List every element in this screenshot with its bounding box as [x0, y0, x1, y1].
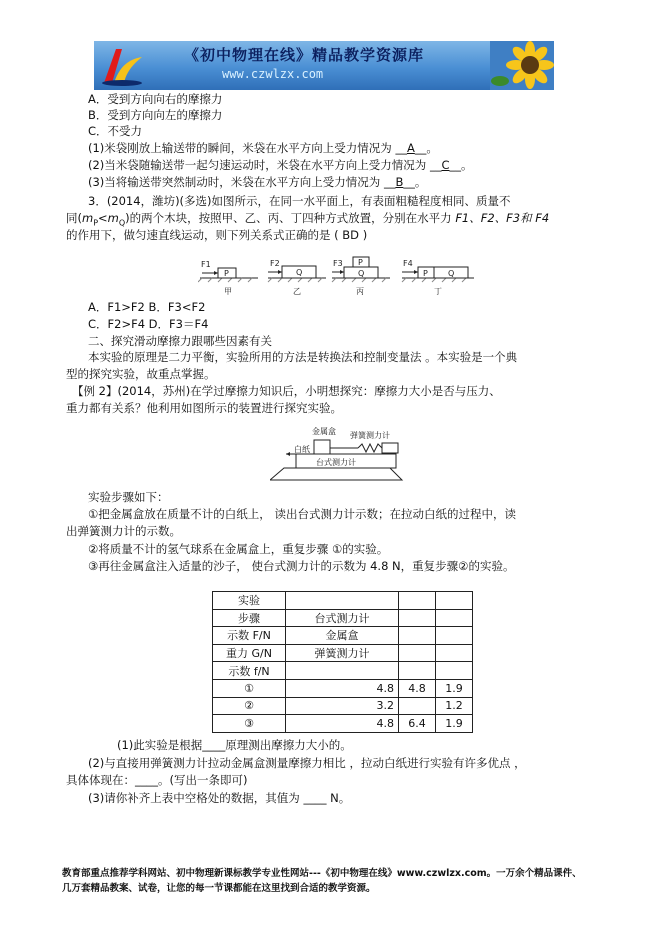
- force-label: F3: [333, 259, 343, 268]
- force-label: F2: [270, 259, 280, 268]
- question-1: (1)此实验是根据____原理测出摩擦力大小的。: [117, 738, 352, 752]
- table-row: ② 3.2 1.2: [213, 697, 473, 715]
- option-a: A．受到方向向右的摩擦力: [88, 92, 223, 106]
- block-label: Q: [296, 268, 303, 277]
- table-row: 实验: [213, 592, 473, 610]
- step-1-line2: 出弹簧测力计的示数。: [66, 524, 181, 538]
- block-label: P: [358, 258, 363, 267]
- q3-line3: 的作用下，做匀速直线运动，则下列关系式正确的是 ( BD ): [66, 228, 368, 242]
- site-logo-icon: [100, 45, 144, 87]
- question-3: (3)请你补齐上表中空格处的数据，其值为 ____ N。: [88, 791, 351, 805]
- option-c: C．不受力: [88, 124, 143, 138]
- results-table: [212, 591, 473, 733]
- force-label: F1: [201, 260, 211, 269]
- block-label: Q: [448, 269, 455, 278]
- subquestion-1: (1)米袋刚放上输送带的瞬间，米袋在水平方向上受力情况为 __A__。: [88, 141, 438, 155]
- fig-label-spring: 弹簧测力计: [350, 431, 390, 440]
- block-label: Q: [358, 269, 365, 278]
- step-1-line1: ①把金属盒放在质量不计的白纸上， 读出台式测力计示数；在拉动白纸的过程中，读: [88, 507, 516, 521]
- subquestion-2: (2)当米袋随输送带一起匀速运动时，米袋在水平方向上受力情况为 __C__。: [88, 158, 473, 172]
- section-heading: 二、探究滑动摩擦力跟哪些因素有关: [88, 334, 272, 348]
- block-label: P: [224, 269, 229, 278]
- question-2-line2: 具体体现在：____。(写出一条即可): [66, 773, 248, 787]
- fig-label-box: 金属盒: [312, 427, 336, 436]
- footer-line1: 教育部重点推荐学科网站、初中物理新课标教学专业性网站---《初中物理在线》www.czwlzx.com。一万余个精品课件、: [62, 868, 582, 879]
- steps-title: 实验步骤如下：: [88, 490, 169, 504]
- q3-options-ab: A．F1>F2 B．F3<F2: [88, 300, 206, 314]
- example-line1: 【例 2】(2014，苏州)在学过摩擦力知识后，小明想探究：摩擦力大小是否与压力、: [72, 384, 501, 398]
- banner-title: 《初中物理在线》精品教学资源库: [184, 46, 425, 64]
- principle-line2: 型的探究实验，故重点掌握。: [66, 367, 216, 381]
- table-row: ① 4.8 4.8 1.9: [213, 679, 473, 697]
- block-label: P: [423, 269, 428, 278]
- table-row: 示数 f/N: [213, 662, 473, 680]
- fig-label-paper: 白纸: [294, 445, 310, 454]
- step-3: ③再往金属盒注入适量的沙子， 使台式测力计的示数为 4.8 N，重复步骤②的实验。: [88, 559, 515, 573]
- arrangement-label: 丙: [356, 287, 364, 296]
- banner-url[interactable]: www.czwlzx.com: [222, 67, 324, 81]
- principle-line1: 本实验的原理是二力平衡，实验所用的方法是转换法和控制变量法 。本实验是一个典: [88, 350, 518, 364]
- arrangement-label: 乙: [293, 287, 301, 296]
- header-banner: [94, 41, 554, 90]
- arrangement-label: 丁: [434, 287, 442, 296]
- example-line2: 重力都有关系？他利用如图所示的装置进行探究实验。: [66, 401, 342, 415]
- subquestion-3: (3)当将输送带突然制动时，米袋在水平方向上受力情况为 __B__。: [88, 175, 427, 189]
- table-row: 示数 F/N 金属盒: [213, 627, 473, 645]
- footer-line2: 几万套精品教案、试卷，让您的每一节课都能在这里找到合适的教学资源。: [62, 883, 376, 894]
- sunflower-icon: [490, 41, 554, 90]
- fig-label-scale: 台式测力计: [316, 458, 356, 467]
- arrangement-label: 甲: [224, 287, 232, 296]
- step-2: ②将质量不计的氢气球系在金属盒上，重复步骤 ①的实验。: [88, 542, 389, 556]
- q3-line2: 同$(m_P<m_Q)$的两个木块，按照甲、乙、丙、丁四种方式放置，分别在水平力 F1、F2、F3和 F4: [66, 211, 550, 228]
- question-2-line1: (2)与直接用弹簧测力计拉动金属盒测量摩擦力相比 ，拉动白纸进行实验有许多优点 ，: [88, 756, 526, 770]
- force-label: F4: [403, 259, 413, 268]
- table-row: 步骤 台式测力计: [213, 609, 473, 627]
- q3-line1: 3．(2014，潍坊)(多选)如图所示，在同一水平面上，有表面粗糙程度相同、质量不: [88, 194, 511, 208]
- table-row: 重力 G/N 弹簧测力计: [213, 644, 473, 662]
- q3-options-cd: C．F2>F4 D．F3＝F4: [88, 317, 209, 331]
- table-row: ③ 4.8 6.4 1.9: [213, 715, 473, 733]
- footer: [62, 866, 582, 896]
- block-arrangements-figure: [198, 254, 476, 298]
- option-b: B．受到方向向左的摩擦力: [88, 108, 223, 122]
- apparatus-figure: [270, 424, 404, 482]
